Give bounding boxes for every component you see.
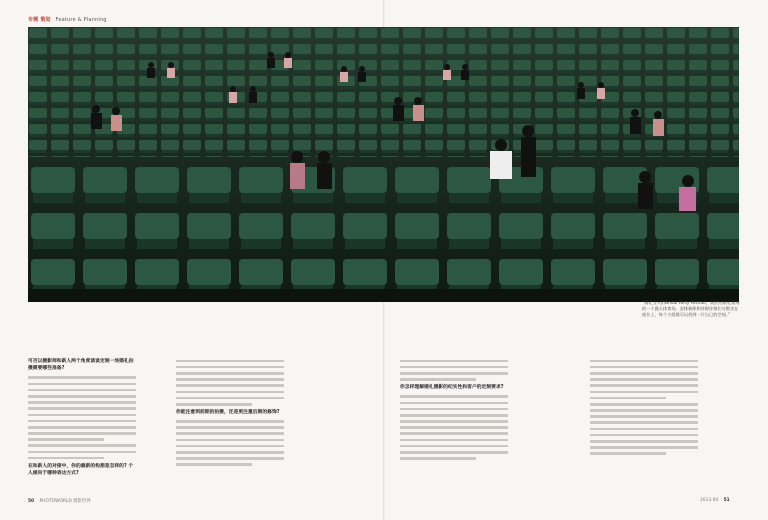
footer-brand-left: PHOTOWORLD 摄影世界 [39, 499, 91, 504]
section-header [28, 16, 107, 23]
text-column-2 [176, 356, 284, 470]
question-heading: 可否以摄影师和新人两个角度谈谈定制一场婚礼拍摄需要哪些准备? [28, 359, 134, 372]
page-number-left: 50 [28, 499, 35, 504]
question-heading: 在和新人的对接中，你的最新的构想是怎样的? 个人倾向于哪种表达方式? [28, 464, 134, 477]
text-column-1 [28, 356, 136, 481]
section-tag: 专题 策划 [28, 17, 51, 23]
footer-right [700, 498, 730, 503]
photo-image [28, 27, 739, 302]
section-title: Feature & Planning [55, 17, 107, 23]
photo-caption: “婚礼当天的Bridal Party Portrait，既然用婚礼现场的一个露天体育场，安排新郎和伴郎伴娘们分散坐在座位上，每个小组都可以找到一片自己的空间。” [642, 300, 740, 317]
footer-left [28, 498, 91, 504]
text-column-4 [590, 356, 698, 459]
footer-brand-right: 2013.04 [700, 498, 719, 503]
question-heading: 你怎样理解婚礼摄影的纪实性和客户的定制要求? [400, 385, 504, 391]
question-heading: 你能注意到前期的拍摄，还是更注重后期的修饰? [176, 410, 280, 416]
text-column-3 [400, 356, 508, 463]
stadium-wedding-photo [28, 27, 739, 302]
page-number-right: 51 [723, 498, 730, 503]
